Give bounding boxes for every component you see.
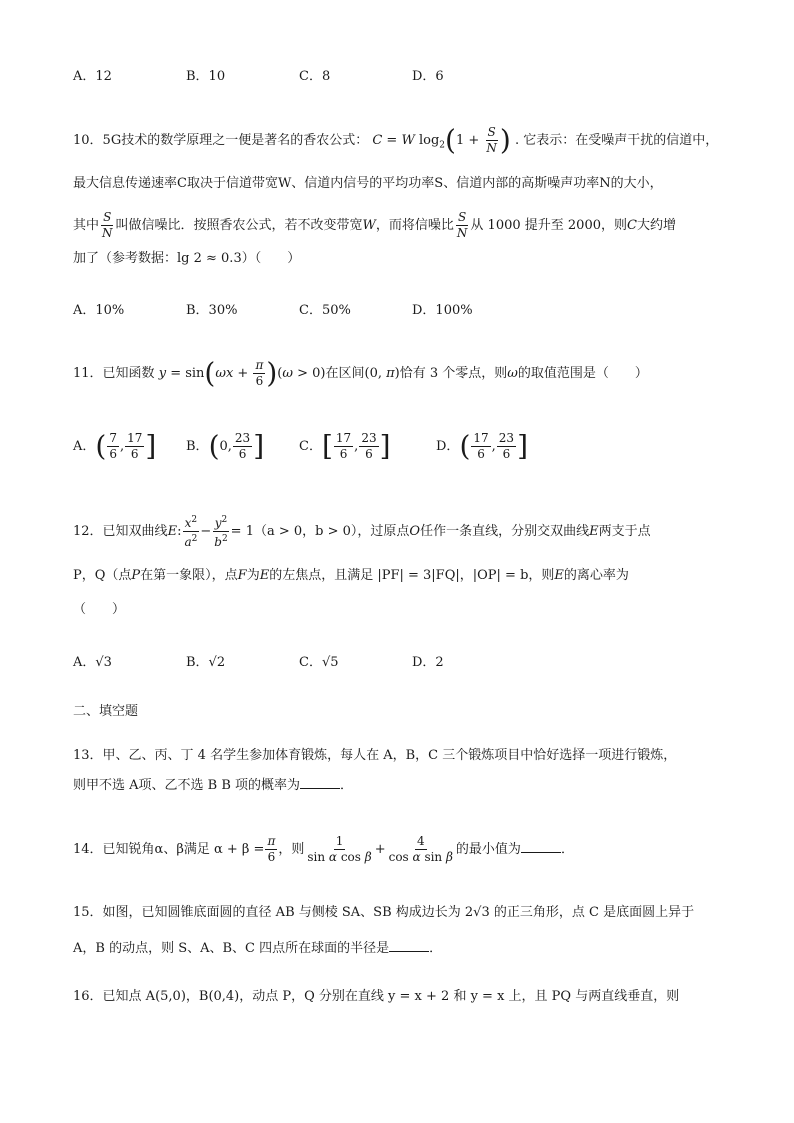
q12-option-a[interactable]: A．√3 [73,655,112,670]
q12-line1: 12．已知双曲线E: $\frac{x^2}{a^2}$ − $\frac{y^2}{b^2}$ = 1（a > 0，b > 0），过原点O任作一条直线，分别交双曲线E两支于点 [73,515,651,549]
q11-option-b[interactable]: B．(0, $\frac{23}{6}$ ] [186,429,265,463]
q11-line1: 11．已知函数 y = sin(ωx + $\frac{\pi}{6}$ )(ω > 0)在区间(0, π)恰有 3 个零点，则ω的取值范围是（ ） [73,356,648,390]
q9-option-c[interactable]: C．8 [299,69,331,84]
q13-number: 13． [73,748,103,763]
q13-line2: 则甲不选 A项、乙不选 B B 项的概率为 ． [73,778,354,793]
snr-fraction-2: $\frac{S}{N}$ [456,210,468,240]
q10-option-c[interactable]: C．50% [299,303,351,318]
q10-line2: 最大信息传递速率C取决于信道带宽W、信道内信号的平均功率S、信道内部的高斯噪声功率N的大小， [73,176,663,191]
snr-fraction: $\frac{S}{N}$ [102,210,113,240]
q12-line3: （ ） [73,602,126,617]
q10-line1-pre: 5G技术的数学原理之一便是著名的香农公式： [102,133,369,148]
q12-option-d[interactable]: D．2 [412,655,444,670]
q9-options [73,62,733,92]
q13-line1: 13．甲、乙、丙、丁 4 名学生参加体育锻炼，每人在 A，B，C 三个锻炼项目中恰好选择一项进行锻炼， [73,748,677,763]
q12-option-c[interactable]: C．√5 [299,655,339,670]
q14-answer-blank[interactable] [521,840,561,853]
q16-number: 16． [73,989,103,1004]
q11-function: y = sin(ωx + $\frac{\pi}{6}$ )(ω > 0) [158,356,326,390]
section-title-fill-in: 二、填空题 [73,704,139,719]
q14-line1: 14．已知锐角α、β满足 α + β = $\frac{\pi}{6}$ ，则 $\frac{1}{\text{sin α cos β}}$ + $\frac{4}{\text{cos α sin β}}$ 的最小值为 ． [73,834,574,864]
q9-option-b[interactable]: B．10 [186,69,226,84]
q14-number: 14． [73,842,103,857]
q11-options [73,431,733,465]
q10-option-a[interactable]: A．10% [73,303,125,318]
q14-frac-2: $\frac{4}{\text{cos α sin β}}$ [388,834,453,864]
q10-number: 10． [73,133,103,148]
q10-options [73,296,733,326]
q12-number: 12． [73,524,103,539]
q11-number: 11． [73,366,103,381]
q13-answer-blank[interactable] [300,776,340,789]
q12-option-b[interactable]: B．√2 [186,655,226,670]
q15-line1: 15．如图，已知圆锥底面圆的直径 AB 与侧棱 SA、SB 构成边长为 2√3 的正三角形，点 C 是底面圆上异于 [73,905,695,920]
q10-line1 [73,125,718,156]
q10-line4: 加了（参考数据：lg 2 ≈ 0.3）（ ） [73,251,301,266]
q10-line3: 其中 $\frac{S}{N}$ 叫做信噪比．按照香农公式，若不改变带宽W，而将信噪比 $\frac{S}{N}$ 从 1000 提升至 2000，则C大约增 [73,210,676,240]
q16-line1: 16．已知点 A(5,0)，B(0,4)，动点 P，Q 分别在直线 y = x + 2 和 y = x 上，且 PQ 与两直线垂直，则 [73,989,680,1004]
q9-option-d[interactable]: D．6 [412,69,444,84]
q10-option-d[interactable]: D．100% [412,303,473,318]
q12-options [73,648,733,678]
q10-option-b[interactable]: B．30% [186,303,238,318]
q15-line2: A，B 的动点，则 S、A、B、C 四点所在球面的半径是 ． [73,941,443,956]
q15-number: 15． [73,905,103,920]
q11-option-a[interactable]: A．( $\frac{7}{6}$ , $\frac{17}{6}$ ] [73,429,157,463]
q11-option-d[interactable]: D．( $\frac{17}{6}$ , $\frac{23}{6}$ ] [436,429,529,463]
q14-frac-1: $\frac{1}{\text{sin α cos β}}$ [307,834,372,864]
q12-line2: P，Q（点P在第一象限），点F为E的左焦点，且满足 |PF| = 3|FQ|，|OP| = b，则E的离心率为 [73,568,629,583]
q9-option-a[interactable]: A．12 [73,69,112,84]
q10-formula: C = W $\log_2(1$ + $\frac{S}{N}$ ) [372,123,511,157]
q11-option-c[interactable]: C．[ $\frac{17}{6}$ , $\frac{23}{6}$ ] [299,429,391,463]
q15-answer-blank[interactable] [389,939,429,952]
q10-line1-post: . 它表示：在受噪声干扰的信道中， [514,133,719,148]
